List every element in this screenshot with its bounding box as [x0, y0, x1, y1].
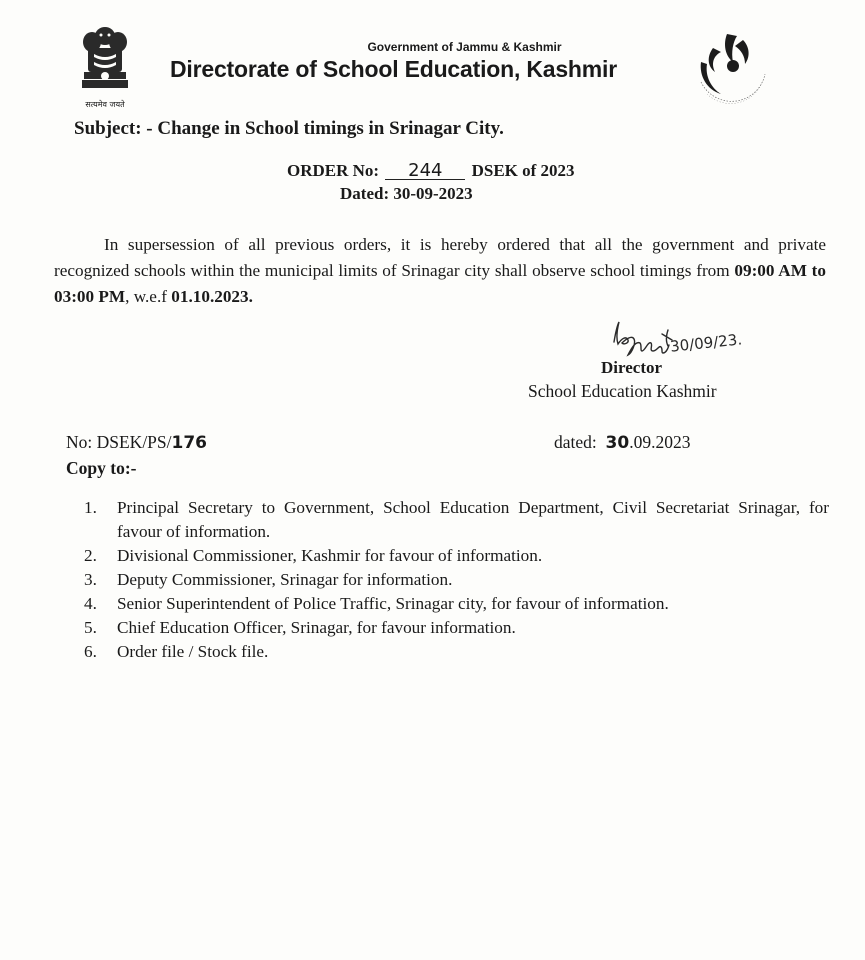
order-suffix: DSEK of 2023	[471, 161, 575, 180]
school-timing: 09:00 AM to 03:00 PM	[54, 261, 826, 306]
list-item: 3. Deputy Commissioner, Srinagar for information.	[84, 570, 453, 589]
order-body-paragraph: In supersession of all previous orders, it is hereby ordered that all the government and private recognized schools within the municipal limits of Srinagar city shall observe school timings from 09:00 AM to 03:00 PM, w.e.f 01.10.2023.	[54, 235, 826, 306]
reference-date-handwritten: 30	[605, 433, 630, 453]
reference-number-handwritten: 176	[171, 433, 208, 453]
department-logo	[683, 22, 779, 118]
emblem-motto: सत्यमेव जयते	[85, 100, 125, 109]
effective-date: 01.10.2023.	[171, 287, 253, 306]
signatory-office: School Education Kashmir	[528, 381, 717, 401]
signature-handwritten-date: 30/09/23.	[669, 330, 743, 356]
lion-capital-icon	[66, 22, 144, 100]
list-item: 2. Divisional Commissioner, Kashmir for favour of information.	[84, 546, 543, 565]
copy-to-heading: Copy to:-	[66, 458, 137, 478]
list-item: 4. Senior Superintendent of Police Traffic, Srinagar city, for favour of information.	[84, 594, 669, 613]
reference-date: dated: 30.09.2023	[554, 432, 691, 453]
copy-to-list	[84, 496, 829, 664]
list-item: 5. Chief Education Officer, Srinagar, for favour information.	[84, 618, 516, 637]
subject-line: Subject: - Change in School timings in Srinagar City.	[74, 118, 504, 139]
order-date: Dated: 30-09-2023	[340, 184, 473, 203]
list-item: 1. Principal Secretary to Government, School Education Department, Civil Secretariat Srinagar, for favour of information.	[84, 498, 829, 541]
order-number-handwritten: 244	[385, 163, 465, 180]
order-prefix: ORDER No:	[287, 161, 380, 180]
directorate-title: Directorate of School Education, Kashmir	[170, 56, 617, 82]
signatory-title: Director	[601, 358, 663, 377]
state-emblem	[66, 22, 144, 112]
list-item: 6. Order file / Stock file.	[84, 642, 269, 661]
government-name: Government of Jammu & Kashmir	[367, 40, 562, 54]
reference-number: No: DSEK/PS/176	[66, 432, 208, 453]
order-number-line	[287, 161, 575, 181]
department-logo-icon	[683, 22, 779, 118]
